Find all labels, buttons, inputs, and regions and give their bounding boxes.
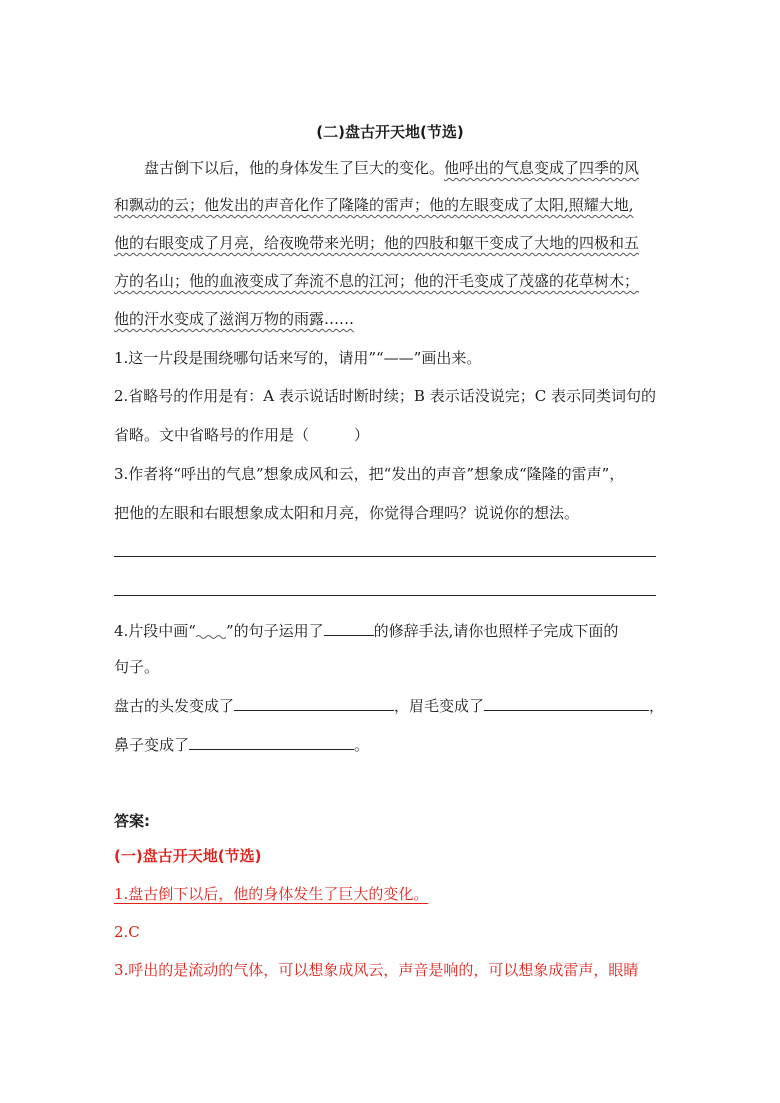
passage-wavy-4: 方的名山；他的血液变成了奔流不息的江河；他的汗毛变成了茂盛的花草树木；: [114, 272, 640, 290]
period: 。: [354, 736, 370, 754]
question-4-part-a: 4.片段中画“: [114, 622, 196, 640]
answers-section-title: (一)盘古开天地(节选): [114, 847, 262, 865]
passage-wavy-2: 和飘动的云；他发出的声音化作了隆隆的雷声；他的左眼变成了太阳,照耀大地,: [114, 196, 634, 214]
section-title: (二)盘古开天地(节选): [316, 123, 464, 141]
question-1: 1.这一片段是围绕哪句话来写的，请用”“——”画出来。: [114, 349, 482, 367]
answers-label: 答案:: [114, 812, 150, 830]
passage-line-2: [114, 195, 634, 215]
answer-line-1[interactable]: [114, 556, 656, 557]
passage-wavy-5: 他的汗水变成了滋润万物的雨露……: [114, 310, 355, 328]
hair-blank[interactable]: [234, 694, 394, 711]
question-4-part-c: 的修辞手法,请你也照样子完成下面的: [373, 622, 619, 640]
comma: ，: [649, 697, 665, 715]
answer-2: 2.C: [114, 923, 140, 941]
question-3-line-1: 3.作者将“呼出的气息”想象成风和云，把“发出的声音”想象成“隆隆的雷声”，: [114, 465, 625, 483]
question-4-sentence-line-2: [114, 733, 369, 755]
passage-line-5: [114, 309, 354, 329]
question-3-line-2: 把他的左眼和右眼想象成太阳和月亮，你觉得合理吗？说说你的想法。: [114, 504, 580, 522]
eyebrow-prompt: ，眉毛变成了: [394, 697, 485, 715]
nose-blank[interactable]: [189, 733, 354, 750]
passage-line-3: [114, 233, 639, 253]
question-4-line-2: 句子。: [114, 658, 160, 676]
passage-line-1: [144, 158, 639, 178]
nose-prompt: 鼻子变成了: [114, 736, 190, 754]
passage-wavy-3: 他的右眼变成了月亮，给夜晚带来光明；他的四肢和躯干变成了大地的四极和五: [114, 234, 640, 252]
passage-wavy-1: 他呼出的气息变成了四季的风: [444, 159, 640, 177]
question-2-line-1: 2.省略号的作用是有：A 表示说话时断时续；B 表示话没说完；C 表示同类词句的: [114, 387, 656, 405]
passage-plain-1: 盘古倒下以后，他的身体发生了巨大的变化。: [144, 159, 445, 177]
answer-3: 3.呼出的是流动的气体，可以想象成风云，声音是响的，可以想象成雷声，眼睛: [114, 961, 639, 979]
rhetoric-blank[interactable]: [324, 619, 374, 636]
answer-1: [114, 884, 428, 904]
question-2-line-2: 省略。文中省略号的作用是（ ）: [114, 426, 370, 444]
passage-line-4: [114, 271, 639, 291]
wavy-line-sample-icon: [196, 622, 226, 636]
hair-prompt: 盘古的头发变成了: [114, 697, 235, 715]
answer-line-2[interactable]: [114, 595, 656, 596]
question-4-sentence-line-1: [114, 694, 664, 716]
eyebrow-blank[interactable]: [484, 694, 649, 711]
question-4-part-b: ”的句子运用了: [225, 622, 324, 640]
question-4-line-1: [114, 619, 618, 641]
answer-1-text: 1.盘古倒下以后，他的身体发生了巨大的变化。: [114, 885, 429, 903]
